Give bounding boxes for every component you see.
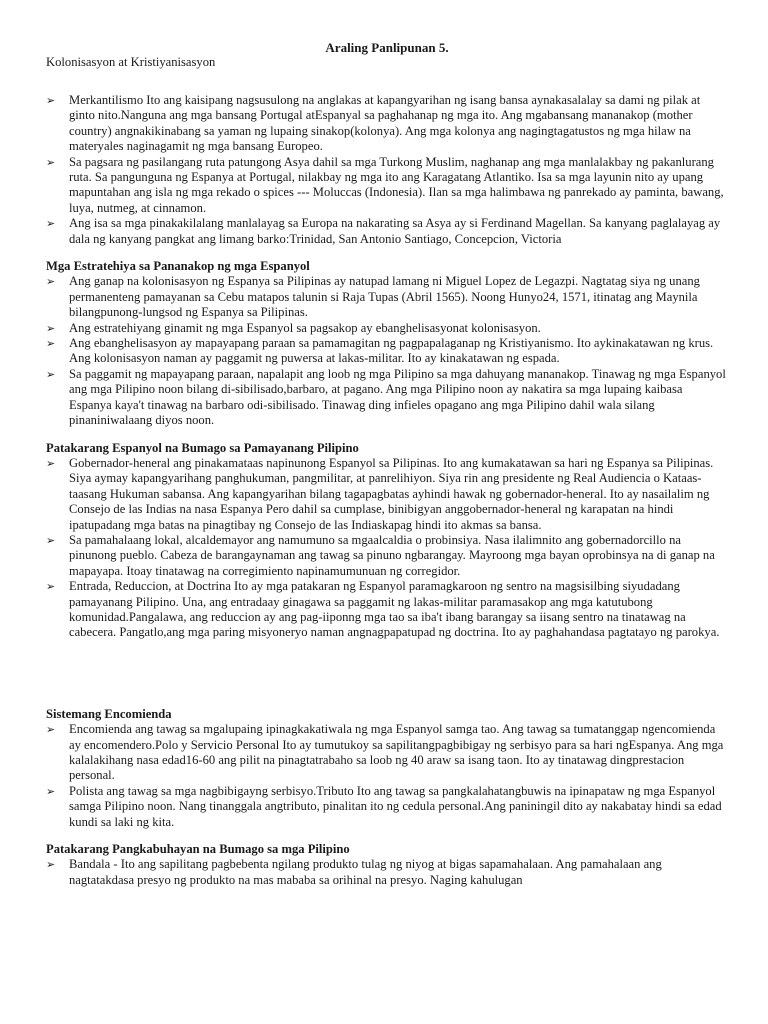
list-item — [46, 93, 728, 155]
list-item-text: Merkantilismo Ito ang kaisipang nagsusulong na anglakas at kapangyarihan ng isang bansa aynakasalalay sa dami ng pilak at ginto nito.Nanguna ang mga bansang Portugal atEspanyal sa paghahanap ng mga ito. Ang mgabansang mananakop (mother country) angnakikinabang sa yaman ng lupaing sinakop(kolonya). Ang mga kolonya ang nagingtagatustos ng mga hilaw na materyales naginagamit ng mga bansang Europeo. — [69, 93, 701, 154]
arrow-bullet-icon: ➢ — [46, 580, 56, 594]
spacer — [46, 247, 728, 259]
list-item — [46, 533, 728, 579]
list-item — [46, 456, 728, 533]
list-item — [46, 722, 728, 784]
list-item — [46, 274, 728, 320]
spacer — [46, 830, 728, 842]
list-item-text: Polista ang tawag sa mga nagbibigayng serbisyo.Tributo Ito ang tawag sa pangkalahatangbuwis na ipinapataw ng mga Espanyol samga Pilipino noon. Nang tinanggala angtributo, pinalitan ito ng cedula personal.Ang paniningil dito ay nakabatay hindi sa edad kundi sa laki ng kita. — [69, 783, 722, 829]
section-list — [46, 456, 728, 641]
list-item — [46, 216, 728, 247]
list-item — [46, 336, 728, 367]
section-estratehiya — [46, 259, 728, 428]
arrow-bullet-icon: ➢ — [46, 275, 56, 289]
list-item — [46, 579, 728, 641]
arrow-bullet-icon: ➢ — [46, 321, 56, 335]
section-encomienda — [46, 707, 728, 830]
list-item-text: Ang ganap na kolonisasyon ng Espanya sa Pilipinas ay natupad lamang ni Miguel Lopez de Legazpi. Nagtatag siya ng unang permanenteng pamayanan sa Cebu matapos talunin si Raja Tupas (Abril 1565). Noong Hunyo24, 1571, itinatag ang Maynila bilangpunong-lungsod ng Espanya sa Pilipinas. — [69, 274, 700, 320]
arrow-bullet-icon: ➢ — [46, 94, 56, 107]
list-item-text: Ang estratehiyang ginamit ng mga Espanyol sa pagsakop ay ebanghelisasyonat kolonisasyon. — [69, 320, 541, 335]
arrow-bullet-icon: ➢ — [46, 217, 56, 231]
list-item-text: Bandala - Ito ang sapilitang pagbebenta ngilang produkto tulag ng niyog at bigas sapamahalaan. Ang pamahalaan ang nagtatakdasa presyo ng produkto na mas mababa sa orihinal na presyo. Naging kahulugan — [69, 857, 662, 887]
list-item-text: Sa pamahalaang lokal, alcaldemayor ang namumuno sa mgaalcaldia o probinsiya. Nasa ilalimnito ang gobernadorcillo na pinunong pueblo. Cabeza de barangaynaman ang tawag sa pinuno ngbarangay. Mayroong mga bayan oprobinsya na di ganap na mapayapa. Itoay tinatawag na corregimiento napinamumunuan ng corregidor. — [69, 532, 715, 578]
arrow-bullet-icon: ➢ — [46, 723, 56, 737]
document-title: Araling Panlipunan 5. — [325, 40, 449, 55]
document-subtitle: Kolonisasyon at Kristiyanisasyon — [46, 55, 216, 69]
list-item — [46, 367, 728, 429]
section-pangkabuhayan — [46, 842, 728, 888]
list-item — [46, 784, 728, 830]
list-item — [46, 321, 728, 336]
section-list — [46, 722, 728, 830]
list-item-text: Encomienda ang tawag sa mgalupaing ipinagkakatiwala ng mga Espanyol samga tao. Ang tawag sa tumatanggap ngencomienda ay encomendero.Polo y Servicio Personal Ito ay tumutukoy sa sapilitangpagbibigay ng serbisyo para sa hari ngEspanya. Ang mga kalalakihang nasa edad16-60 ang pilit na pinagtatrabaho sa loob ng 40 araw sa isang taon. Ito ay tinatawag dingprestacion personal. — [69, 722, 724, 783]
list-item — [46, 857, 728, 888]
arrow-bullet-icon: ➢ — [46, 784, 56, 798]
spacer — [46, 70, 728, 93]
arrow-bullet-icon: ➢ — [46, 155, 56, 169]
intro-list — [46, 93, 728, 247]
section-list — [46, 857, 728, 888]
section-heading: Sistemang Encomienda — [46, 706, 172, 721]
arrow-bullet-icon: ➢ — [46, 533, 56, 547]
section-list — [46, 274, 728, 428]
arrow-bullet-icon: ➢ — [46, 367, 56, 381]
arrow-bullet-icon: ➢ — [46, 858, 56, 872]
list-item-text: Ang isa sa mga pinakakilalang manlalayag sa Europa na nakarating sa Asya ay si Ferdinand Magellan. Sa kanyang paglalayag ay dala ng kanyang pangkat ang limang barko:Trinidad, San Antonio Santiago, Concepcion, Victoria — [69, 216, 721, 246]
list-item-text: Entrada, Reduccion, at Doctrina Ito ay mga patakaran ng Espanyol paramagkaroon ng sentro na magsisilbing siyudadang pamayanang Pilipino. Una, ang entradaay ginagawa sa paggamit ng lakas-militar paramasakop ang mga katutubong komunidad.Pangalawa, ang reduccion ay ang pag-iiponng mga tao sa iba't ibang barangay sa iisang sentro na tinatawag na cabecera. Pangatlo,ang mga paring misyoneryo naman angnagpapatupad ng doctrina. Ito ay paghahandasa pagtatayo ng parokya. — [69, 579, 720, 640]
document-page — [46, 40, 728, 888]
section-heading: Patakarang Pangkabuhayan na Bumago sa mga Pilipino — [46, 842, 350, 857]
list-item-text: Ang ebanghelisasyon ay mapayapang paraan sa pamamagitan ng pagpapalaganap ng Kristiyanismo. Ito aykinakatawan ng krus. Ang kolonisasyon naman ay paggamit ng puwersa at lakas-militar. Ito ay kinakatawan ng espada. — [69, 336, 714, 366]
spacer — [46, 429, 728, 441]
section-heading: Mga Estratehiya sa Pananakop ng mga Espanyol — [46, 259, 310, 274]
arrow-bullet-icon: ➢ — [46, 337, 56, 351]
arrow-bullet-icon: ➢ — [46, 456, 56, 470]
list-item — [46, 155, 728, 217]
list-item-text: Sa pagsara ng pasilangang ruta patungong Asya dahil sa mga Turkong Muslim, naghanap ang mga manlalakbay ng pakanlurang ruta. Sa pangunguna ng Espanya at Portugal, nilakbay ng mga ito ang Karagatang Atlantiko. Isa sa mga layunin nito ay upang mapuntahan ang isla ng mga rekado o spices --- Moluccas (Indonesia). Ilan sa mga halimbawa ng panrekado ay paminta, bawang, luya, nutmeg, at cinnamon. — [69, 154, 724, 215]
section-patakarang-espanyol — [46, 441, 728, 641]
spacer — [46, 641, 728, 707]
section-heading: Patakarang Espanyol na Bumago sa Pamayanang Pilipino — [46, 440, 359, 455]
list-item-text: Gobernador-heneral ang pinakamataas napinunong Espanyol sa Pilipinas. Ito ang kumakatawan sa hari ng Espanya sa Pilipinas. Siya aymay kapangyarihang panghukuman, pangmilitar, at panrelihiyon. Siya rin ang presidente ng Real Audiencia o Kataas-taasang Hukuman sabansa. Ang kapangyarihan bilang tagapagbatas ayhindi hawak ng gobernador-heneral. Ito ay nasailalim ng Consejo de las Indias na nasa Espanya Pero dahil sa cumplase, binibigyan anggobernador-heneral ng karapatan na hindi ipatupadang mga batas na pinagtibay ng Consejo de las Indiaskapag hindi ito akmas sa bansa. — [69, 455, 714, 532]
list-item-text: Sa paggamit ng mapayapang paraan, napalapit ang loob ng mga Pilipino sa mga dahuyang mananakop. Tinawag ng mga Espanyol ang mga Pilipino noon bilang di-sibilisado,barbaro, at pagano. Ang mga Pilipino noon ay nakatira sa mga lupaing kaibasa Espanya kaya't tinawag na barbaro odi-sibilisado. Tinawag ding infieles opagano ang mga Pilipino dahil wala silang pinaniniwalaang diyos noon. — [69, 366, 726, 428]
